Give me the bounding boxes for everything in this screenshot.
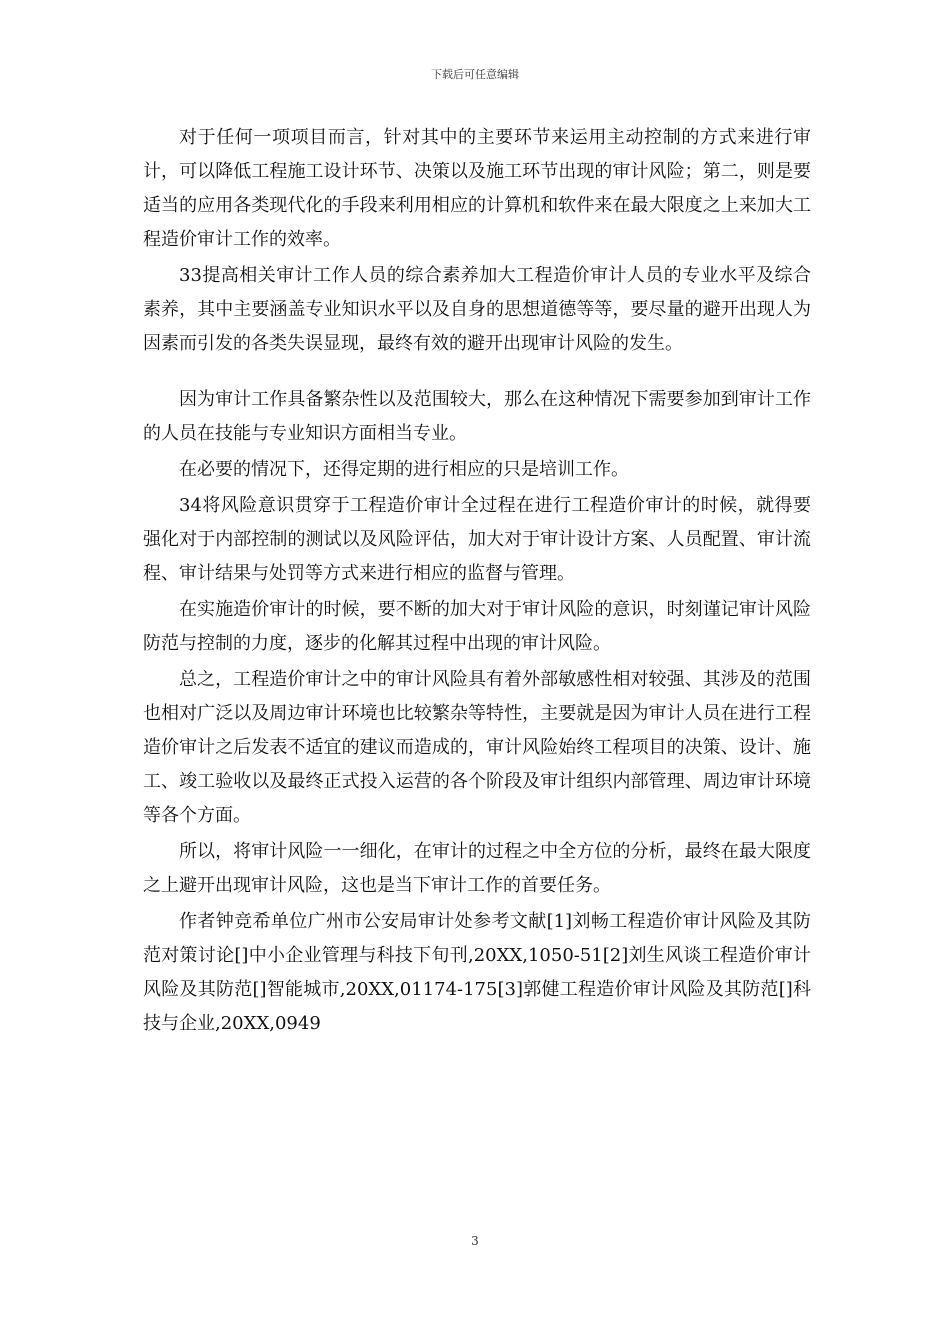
document-body xyxy=(143,121,811,1041)
page-header: 下载后可任意编辑 xyxy=(431,68,519,81)
references-paragraph: 作者钟竞希单位广州市公安局审计处参考文献[1]刘畅工程造价审计风险及其防范对策讨论[]中小企业管理与科技下旬刊,20XX,1050-51[2]刘生风谈工程造价审计风险及其防范[]智能城市,20XX,01174-175[3]郭健工程造价审计风险及其防范[]科技与企业,20XX,0949 xyxy=(143,911,811,1034)
paragraph: 34将风险意识贯穿于工程造价审计全过程在进行工程造价审计的时候，就得要强化对于内部控制的测试以及风险评估，加大对于审计设计方案、人员配置、审计流程、审计结果与处罚等方式来进行相应的监督与管理。 xyxy=(143,495,811,584)
paragraph: 在必要的情况下，还得定期的进行相应的只是培训工作。 xyxy=(179,459,629,480)
paragraph: 33提高相关审计工作人员的综合素养加大工程造价审计人员的专业水平及综合素养，其中主要涵盖专业知识水平以及自身的思想道德等等，要尽量的避开出现人为因素而引发的各类失误显现，最终有效的避开出现审计风险的发生。 xyxy=(143,265,811,354)
page-number: 3 xyxy=(471,1234,479,1248)
paragraph: 对于任何一项项目而言，针对其中的主要环节来运用主动控制的方式来进行审计，可以降低工程施工设计环节、决策以及施工环节出现的审计风险；第二，则是要适当的应用各类现代化的手段来利用相应的计算机和软件来在最大限度之上来加大工程造价审计工作的效率。 xyxy=(143,127,811,250)
paragraph: 因为审计工作具备繁杂性以及范围较大，那么在这种情况下需要参加到审计工作的人员在技能与专业知识方面相当专业。 xyxy=(143,389,811,444)
paragraph: 所以，将审计风险一一细化，在审计的过程之中全方位的分析，最终在最大限度之上避开出现审计风险，这也是当下审计工作的首要任务。 xyxy=(143,841,811,896)
paragraph: 在实施造价审计的时候，要不断的加大对于审计风险的意识，时刻谨记审计风险防范与控制的力度，逐步的化解其过程中出现的审计风险。 xyxy=(143,599,811,654)
paragraph: 总之，工程造价审计之中的审计风险具有着外部敏感性相对较强、其涉及的范围也相对广泛以及周边审计环境也比较繁杂等特性，主要就是因为审计人员在进行工程造价审计之后发表不适宜的建议而造成的，审计风险始终工程项目的决策、设计、施工、竣工验收以及最终正式投入运营的各个阶段及审计组织内部管理、周边审计环境等各个方面。 xyxy=(143,669,811,826)
